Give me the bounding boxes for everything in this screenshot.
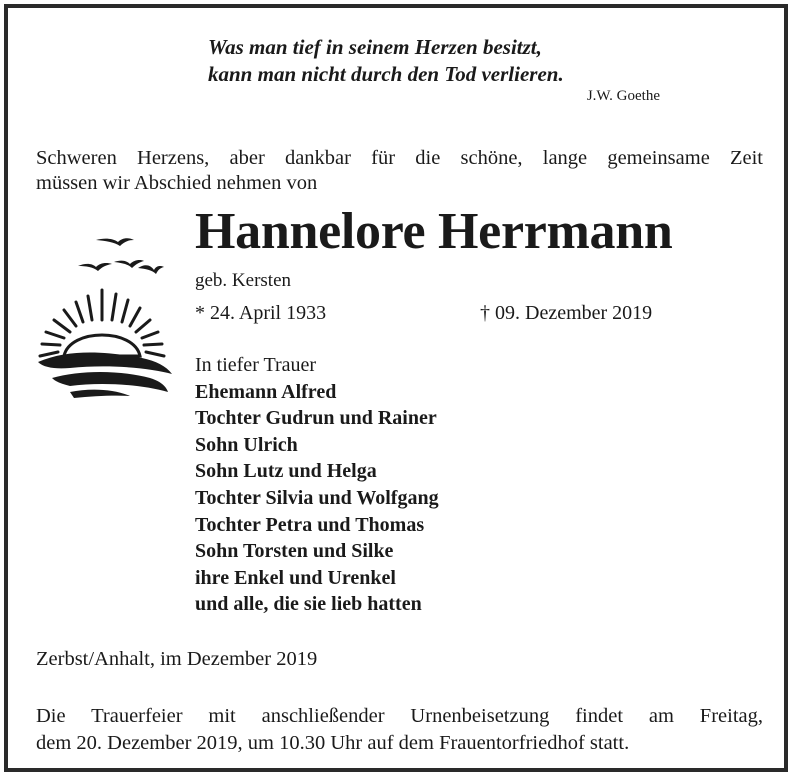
- intro-line-2: müssen wir Abschied nehmen von: [36, 172, 318, 194]
- mourner-name: ihre Enkel und Urenkel: [195, 566, 396, 589]
- mourner-name: Tochter Silvia und Wolfgang: [195, 486, 439, 509]
- sunset-with-birds-icon: [30, 228, 190, 408]
- mourner-name: Ehemann Alfred: [195, 380, 337, 403]
- death-date: † 09. Dezember 2019: [480, 302, 653, 324]
- mourner-name: und alle, die sie lieb hatten: [195, 593, 422, 616]
- deceased-name: Hannelore Herrmann: [195, 203, 673, 260]
- funeral-info-line-1: Die Trauerfeier mit anschließender Urnenbeisetzung findet am Freitag,: [36, 705, 763, 727]
- birth-date: * 24. April 1933: [195, 302, 327, 324]
- place-and-date: Zerbst/Anhalt, im Dezember 2019: [36, 648, 318, 670]
- mourner-name: Tochter Petra und Thomas: [195, 513, 425, 536]
- mourner-name: Sohn Torsten und Silke: [195, 540, 394, 563]
- quote-author: J.W. Goethe: [586, 88, 660, 104]
- maiden-name: geb. Kersten: [195, 270, 292, 291]
- quote-line-2: kann man nicht durch den Tod verlieren.: [208, 62, 564, 86]
- mourner-name: Tochter Gudrun und Rainer: [195, 407, 437, 430]
- intro-line-1: Schweren Herzens, aber dankbar für die schöne, lange gemeinsame Zeit: [36, 147, 763, 169]
- quote-line-1: Was man tief in seinem Herzen besitzt,: [208, 35, 542, 59]
- mourner-name: Sohn Ulrich: [195, 433, 298, 456]
- mourner-name: Sohn Lutz und Helga: [195, 460, 377, 483]
- funeral-info-line-2: dem 20. Dezember 2019, um 10.30 Uhr auf dem Frauentorfriedhof statt.: [36, 732, 630, 754]
- mourners-heading: In tiefer Trauer: [195, 354, 317, 376]
- mourners-block: [195, 352, 439, 618]
